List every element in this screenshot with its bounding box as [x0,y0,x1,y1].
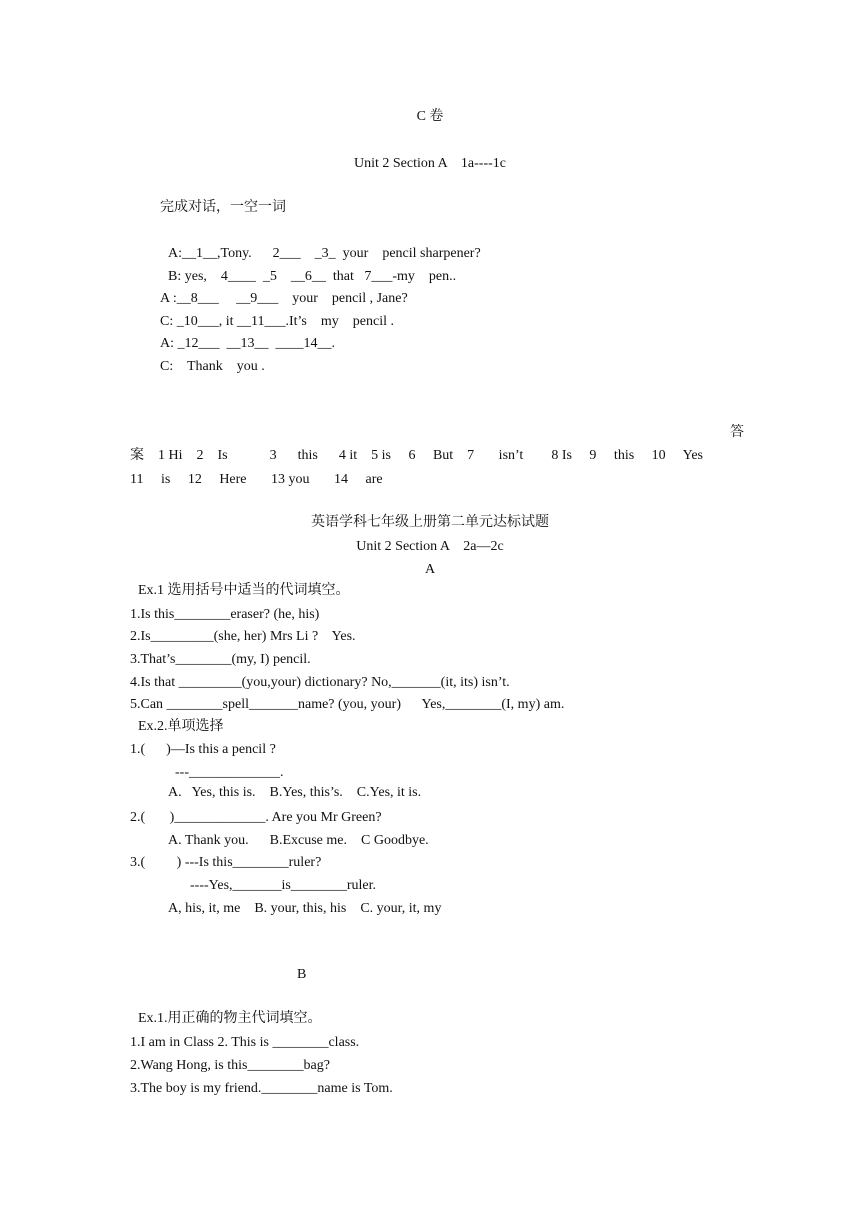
dialog-line: B: yes, 4____ _5 __6__ that 7___-my pen.. [168,269,457,284]
exercise-item: 4.Is that _________(you,your) dictionary? No,_______(it, its) isn’t. [130,675,510,690]
section-a-heading: A [424,562,436,577]
exercise-title: Ex.2.单项选择 [138,719,224,734]
dialog-line: A: _12___ __13__ ____14__. [160,336,335,351]
dialog-line: A:__1__,Tony. 2___ _3_ your pencil sharpener? [168,246,481,261]
exercise-item: 2.Wang Hong, is this________bag? [130,1058,330,1073]
section-b-heading: B [297,967,307,982]
question-line: 1.( )—Is this a pencil ? [130,742,276,757]
dialog-line: C: Thank you . [160,359,265,374]
exercise-title: Ex.1.用正确的物主代词填空。 [138,1011,322,1026]
question-line: 2.( )_____________. Are you Mr Green? [130,810,382,825]
options-line: A. Thank you. B.Excuse me. C Goodbye. [168,833,429,848]
question-line: ---_____________. [175,765,284,780]
question-line: ----Yes,_______is________ruler. [190,878,377,893]
answer-line: 案 1 Hi 2 Is 3 this 4 it 5 is 6 But 7 isn’t 8 Is 9 this 10 Yes [130,448,704,463]
exercise-title: Ex.1 选用括号中适当的代词填空。 [138,583,350,598]
exercise-item: 3.That’s________(my, I) pencil. [130,652,311,667]
exercise-item: 2.Is_________(she, her) Mrs Li ? Yes. [130,629,356,644]
exercise-item: 1.Is this________eraser? (he, his) [130,607,320,622]
options-line: A. Yes, this is. B.Yes, this’s. C.Yes, it is. [168,785,422,800]
test-title: 英语学科七年级上册第二单元达标试题 [311,515,549,530]
c-unit-heading: Unit 2 Section A 1a----1c [353,156,507,171]
options-line: A, his, it, me B. your, this, his C. your, it, my [168,901,442,916]
exercise-item: 5.Can ________spell_______name? (you, your) Yes,________(I, my) am. [130,697,565,712]
dialog-line: C: _10___, it __11___.It’s my pencil . [160,314,394,329]
question-line: 3.( ) ---Is this________ruler? [130,855,322,870]
answer-label-end: 答 [730,425,744,440]
exercise-item: 3.The boy is my friend.________name is Tom. [130,1081,393,1096]
test-unit-heading: Unit 2 Section A 2a—2c [356,539,504,554]
dialog-line: A :__8___ __9___ your pencil , Jane? [160,291,408,306]
answer-line: 11 is 12 Here 13 you 14 are [130,472,383,487]
c-instruction: 完成对话，一空一词 [160,200,286,215]
c-title: C 卷 [416,109,444,124]
exercise-item: 1.I am in Class 2. This is ________class. [130,1035,360,1050]
